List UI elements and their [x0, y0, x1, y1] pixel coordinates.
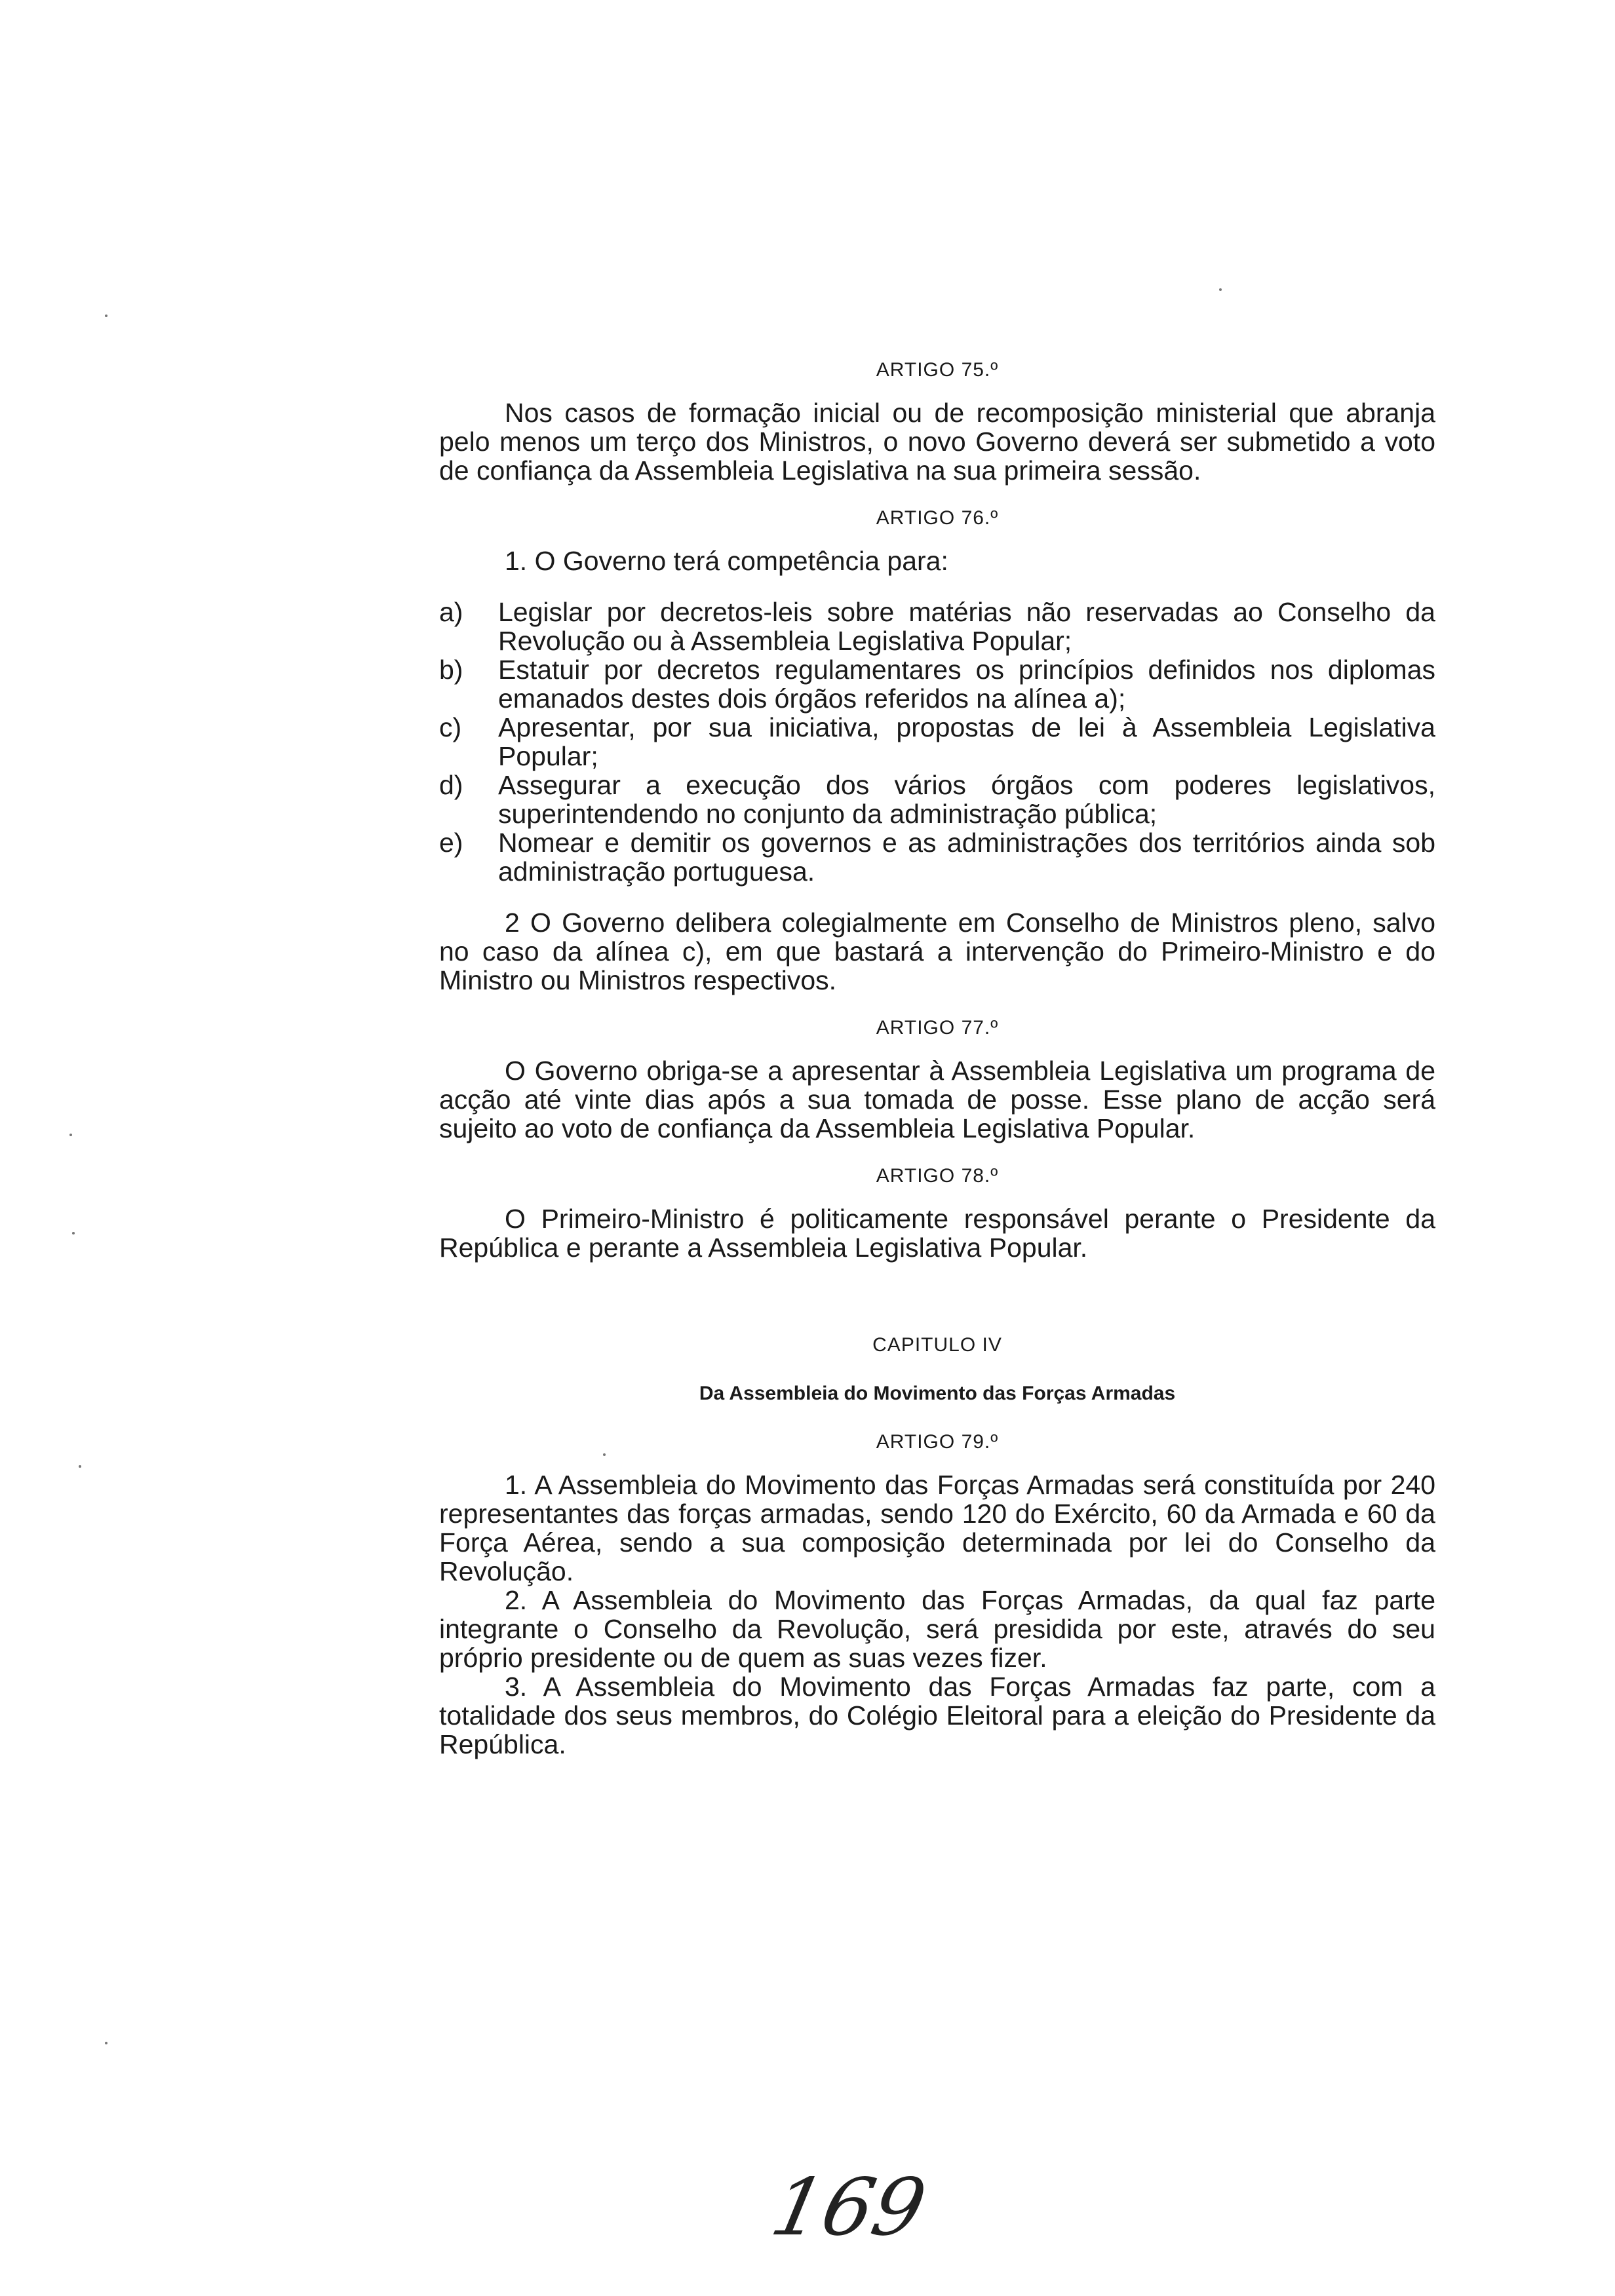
- list-item-mark: a): [439, 597, 463, 627]
- scan-speck: [69, 1134, 72, 1136]
- list-item-text: Estatuir por decretos regulamentares os princípios definidos nos diplomas emanados destes dois órgãos referidos na alínea a);: [498, 655, 1435, 714]
- article-79-paragraph-1: 1. A Assembleia do Movimento das Forças Armadas será constituída por 240 representantes das forças armadas, sendo 120 do Exército, 60 da Armada e 60 da Força Aérea, sendo a sua composição determinada por lei do Conselho da Revolução.: [439, 1470, 1435, 1586]
- article-79-heading: ARTIGO 79.º: [876, 1431, 999, 1453]
- scan-speck: [72, 1232, 75, 1234]
- list-item-mark: c): [439, 712, 462, 742]
- scan-speck: [105, 315, 107, 317]
- article-77-heading: ARTIGO 77.º: [876, 1017, 999, 1039]
- article-77-text: O Governo obriga-se a apresentar à Assembleia Legislativa um programa de acção até vinte dias após a sua tomada de posse. Esse plano de acção será sujeito ao voto de confiança da Assembleia Legislativa Popular.: [439, 1056, 1435, 1143]
- scan-speck: [603, 1453, 606, 1456]
- chapter-heading: CAPITULO IV: [872, 1334, 1002, 1356]
- page-number: 169: [764, 2162, 933, 2253]
- article-79-paragraph-2: 2. A Assembleia do Movimento das Forças Armadas, da qual faz parte integrante o Conselho da Revolução, será presidida por este, através do seu próprio presidente ou de quem as suas vezes fizer.: [439, 1585, 1435, 1673]
- list-item-text: Nomear e demitir os governos e as administrações dos territórios ainda sob administração portuguesa.: [498, 828, 1435, 887]
- list-item-text: Apresentar, por sua iniciativa, propostas de lei à Assembleia Legislativa Popular;: [498, 712, 1435, 771]
- article-76-paragraph-1: 1. O Governo terá competência para:: [505, 546, 948, 576]
- article-76-paragraph-2: 2 O Governo delibera colegialmente em Conselho de Ministros pleno, salvo no caso da alínea c), em que bastará a intervenção do Primeiro-Ministro e do Ministro ou Ministros respectivos.: [439, 908, 1435, 995]
- chapter-subtitle: Da Assembleia do Movimento das Forças Armadas: [699, 1383, 1176, 1404]
- article-78-heading: ARTIGO 78.º: [876, 1165, 999, 1187]
- list-item: [439, 655, 1435, 713]
- article-76-heading: ARTIGO 76.º: [876, 507, 999, 529]
- list-item-text: Assegurar a execução dos vários órgãos com poderes legislativos, superintendendo no conjunto da administração pública;: [498, 770, 1435, 829]
- list-item: [439, 598, 1435, 655]
- document-body: [439, 359, 1435, 1759]
- article-78-text: O Primeiro-Ministro é politicamente responsável perante o Presidente da República e perante a Assembleia Legislativa Popular.: [439, 1204, 1435, 1263]
- list-item-mark: d): [439, 770, 463, 800]
- scan-speck: [105, 2042, 107, 2044]
- list-item-text: Legislar por decretos-leis sobre matérias não reservadas ao Conselho da Revolução ou à Assembleia Legislativa Popular;: [498, 597, 1435, 656]
- list-item: [439, 828, 1435, 886]
- article-75-text: Nos casos de formação inicial ou de recomposição ministerial que abranja pelo menos um terço dos Ministros, o novo Governo deverá ser submetido a voto de confiança da Assembleia Legislativa na sua primeira sessão.: [439, 398, 1435, 486]
- article-76-list: [439, 598, 1435, 886]
- list-item: [439, 771, 1435, 828]
- scan-speck: [79, 1465, 81, 1468]
- list-item-mark: e): [439, 828, 463, 858]
- list-item-mark: b): [439, 655, 463, 685]
- scan-speck: [1219, 288, 1222, 291]
- list-item: [439, 713, 1435, 771]
- article-79-paragraph-3: 3. A Assembleia do Movimento das Forças Armadas faz parte, com a totalidade dos seus membros, do Colégio Eleitoral para a eleição do Presidente da República.: [439, 1672, 1435, 1759]
- article-75-heading: ARTIGO 75.º: [876, 359, 999, 381]
